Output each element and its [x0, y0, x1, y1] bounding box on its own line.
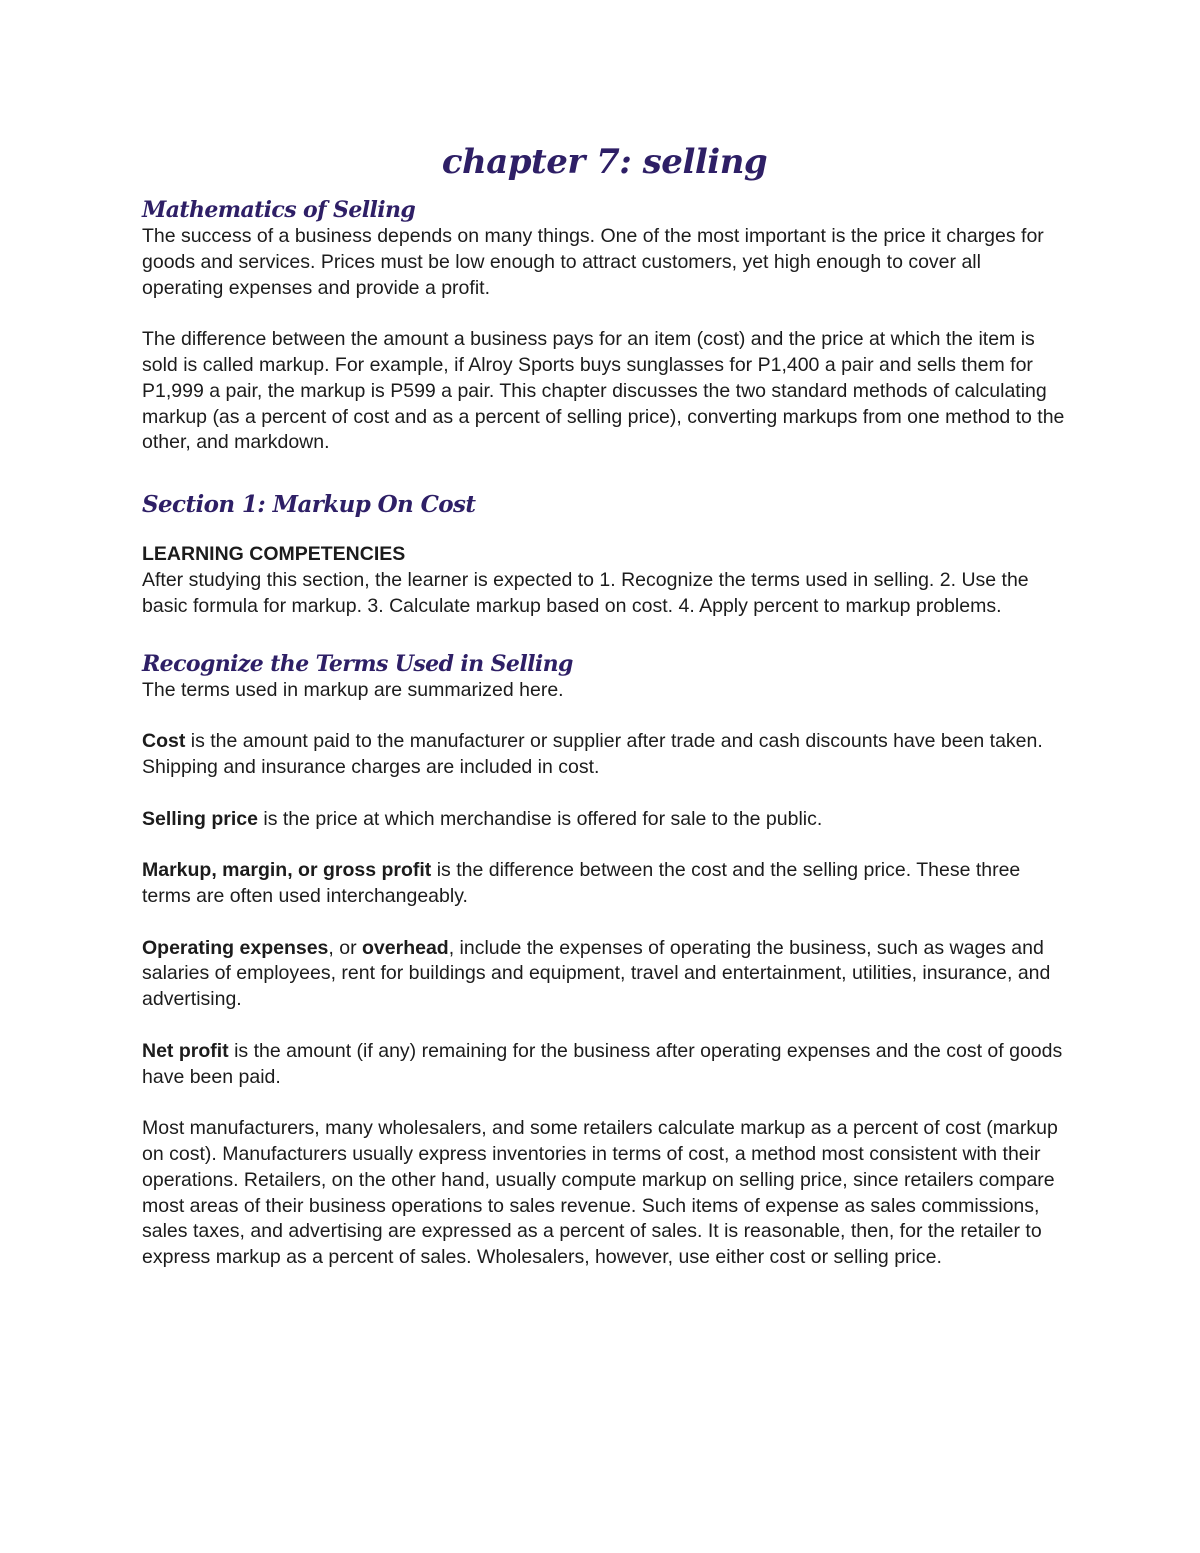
selling-price-term: Selling price [142, 807, 258, 830]
terms-heading: Recognize the Terms Used in Selling [142, 650, 573, 677]
competencies-label: LEARNING COMPETENCIES [142, 543, 406, 566]
competencies-text: After studying this section, the learner is expected to 1. Recognize the terms used in selling. 2. Use the basic formula for markup. 3. Calculate markup based on cost. 4. Apply percent to markup problems. [142, 568, 1029, 617]
cost-def-text: is the amount paid to the manufacturer or supplier after trade and cash discounts have been taken. Shipping and insurance charges are included in cost. [142, 730, 1043, 778]
opex-term: Operating expenses [142, 936, 329, 959]
cost-definition [142, 729, 1067, 781]
selling-price-definition [142, 807, 1067, 833]
intro-paragraph: The success of a business depends on many things. One of the most important is the price it charges for goods and services. Prices must be low enough to attract customers, yet high enough to cover all operating expenses and provide a profit. [142, 225, 1044, 299]
closing-paragraph: Most manufacturers, many wholesalers, and some retailers calculate markup as a percent of cost (markup on cost). Manufacturers usually express inventories in terms of cost, a method most consistent with their operations. Retailers, on the other hand, usually compute markup on selling price, since retailers compare most areas of their business operations to sales revenue. Such items of expense as sales commissions, sales taxes, and advertising are expressed as a percent of sales. It is reasonable, then, for the retailer to express markup as a percent of sales. Wholesalers, however, use either cost or selling price. [142, 1117, 1058, 1269]
overhead-term: overhead [362, 936, 449, 959]
markup-term: Markup, margin, or gross profit [142, 859, 432, 882]
selling-price-def-text: is the price at which merchandise is offered for sale to the public. [257, 807, 823, 830]
document-content [142, 140, 1067, 1271]
terms-intro: The terms used in markup are summarized here. [142, 678, 564, 701]
section1-heading: Section 1: Markup On Cost [142, 491, 476, 519]
chapter-title: chapter 7: selling [441, 142, 768, 182]
markup-paragraph: The difference between the amount a business pays for an item (cost) and the price at which the item is sold is called markup. For example, if Alroy Sports buys sunglasses for P1,400 a pair and sells them for P1,999 a pair, the markup is P599 a pair. This chapter discusses the two standard methods of calculating markup (as a percent of cost and as a percent of selling price), converting markups from one method to the other, and markdown. [142, 328, 1065, 454]
opex-mid-text: , or [328, 936, 362, 959]
cost-term: Cost [142, 730, 186, 753]
net-profit-term: Net profit [142, 1039, 229, 1062]
opex-definition [142, 936, 1067, 1013]
markup-definition [142, 858, 1067, 910]
net-profit-def-text: is the amount (if any) remaining for the business after operating expenses and the cost of goods have been paid. [142, 1039, 1063, 1088]
markup-def-text: is the difference between the cost and the selling price. These three terms are often used interchangeably. [142, 859, 1021, 907]
mathematics-heading: Mathematics of Selling [142, 197, 416, 223]
net-profit-definition [142, 1039, 1067, 1091]
opex-def-text: , include the expenses of operating the business, such as wages and salaries of employees, rent for buildings and equipment, travel and entertainment, utilities, insurance, and advertising. [142, 936, 1051, 1011]
